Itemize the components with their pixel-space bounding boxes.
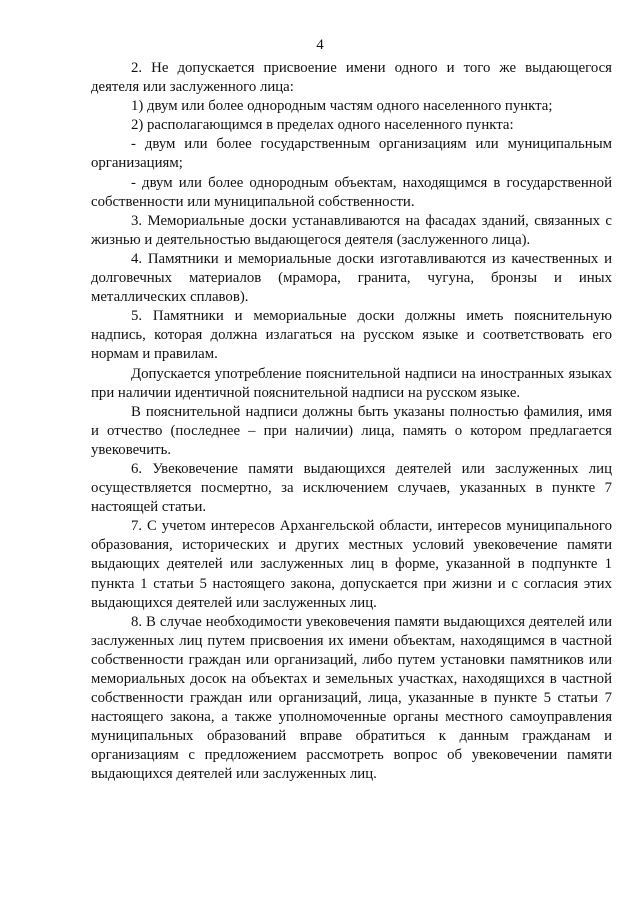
paragraph-2-2: 2) располагающимся в пределах одного населенного пункта: [131, 117, 514, 134]
paragraph-8: 8. В случае необходимости увековечения памяти выдающихся деятелей или заслуженных лиц путем присвоения их имени объектам, находящимся в частной собственности граждан или организаций, либо путем установки памятников или мемориальных досок на объектах и земельных участках, находящихся в частной собственности граждан или организаций, лица, указанные в пункте 5 статьи 7 настоящего закона, а также уполномоченные органы местного самоуправления муниципальных образований вправе обратиться к данным гражданам и организациям с предложением рассмотреть вопрос об увековечении памяти выдающихся деятелей или заслуженных лиц. [91, 613, 612, 783]
page-number: 4 [316, 37, 324, 53]
paragraph-3: 3. Мемориальные доски устанавливаются на фасадах зданий, связанных с жизнью и деятельностью выдающегося деятеля (заслуженного лица). [91, 212, 612, 248]
paragraph-7: 7. С учетом интересов Архангельской области, интересов муниципального образования, исторических и других местных условий увековечение памяти выдающих деятелей или заслуженных лиц в форме, указанной в подпункте 1 пункта 1 статьи 5 настоящего закона, допускается при жизни и с согласия этих выдающихся деятелей или заслуженных лиц. [91, 518, 612, 611]
paragraph-2: 2. Не допускается присвоение имени одного и того же выдающегося деятеля или заслуженного лица: [91, 60, 612, 96]
document-body [91, 59, 612, 785]
paragraph-6: 6. Увековечение памяти выдающихся деятелей или заслуженных лиц осуществляется посмертно, за исключением случаев, указанных в пункте 7 настоящей статьи. [91, 460, 612, 516]
paragraph-5-foreign: Допускается употребление пояснительной надписи на иностранных языках при наличии идентичной пояснительной надписи на русском языке. [91, 365, 612, 401]
paragraph-4: 4. Памятники и мемориальные доски изготавливаются из качественных и долговечных материалов (мрамора, гранита, чугуна, бронзы и иных металлических сплавов). [91, 250, 612, 306]
paragraph-2-2-b: - двум или более однородным объектам, находящимся в государственной собственности или муниципальной собственности. [91, 174, 612, 210]
paragraph-2-1: 1) двум или более однородным частям одного населенного пункта; [131, 98, 553, 115]
paragraph-5-names: В пояснительной надписи должны быть указаны полностью фамилия, имя и отчество (последнее – при наличии) лица, память о котором предлагается увековечить. [91, 403, 612, 458]
paragraph-5: 5. Памятники и мемориальные доски должны иметь пояснительную надпись, которая должна излагаться на русском языке и соответствовать его нормам и правилам. [91, 308, 612, 363]
paragraph-2-2-a: - двум или более государственным организациям или муниципальным организациям; [91, 136, 612, 172]
